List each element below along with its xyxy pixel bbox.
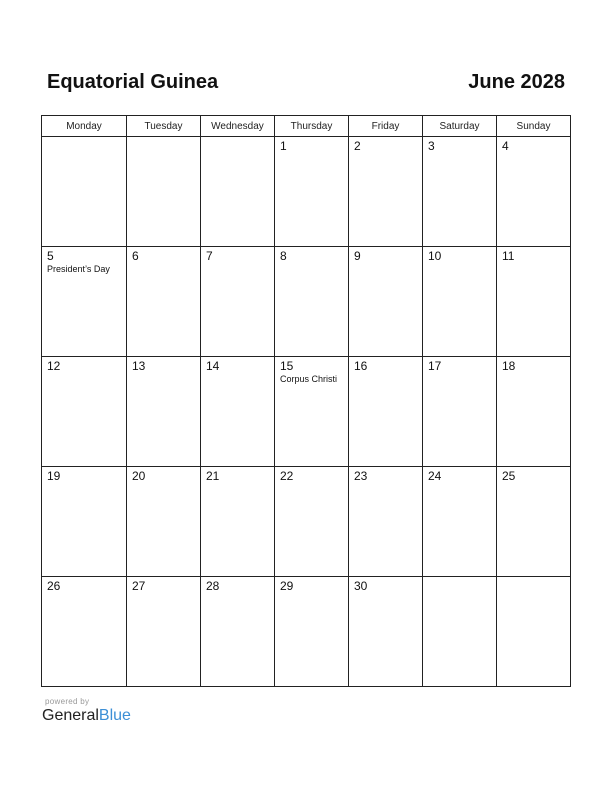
day-cell [423,247,497,357]
day-cell [275,357,349,467]
day-number [42,137,126,140]
brand-general-text: General [42,707,99,724]
day-number [497,577,570,580]
weekday-header: Sunday [497,116,571,137]
day-cell [42,467,127,577]
day-number: 14 [206,359,220,373]
day-number: 24 [428,469,442,483]
day-number: 2 [354,139,361,153]
weekday-header: Monday [42,116,127,137]
day-cell [201,467,275,577]
day-number: 4 [502,139,509,153]
day-cell [423,467,497,577]
day-number: 18 [502,359,516,373]
day-number: 1 [280,139,287,153]
day-cell [349,137,423,247]
week-row [42,467,571,577]
day-cell [127,577,201,687]
day-cell [42,137,127,247]
day-number: 8 [280,249,287,263]
weekday-header: Thursday [275,116,349,137]
day-number [201,137,274,140]
day-number: 19 [47,469,61,483]
brand-blue-text: Blue [98,707,131,724]
calendar-grid [41,115,571,687]
day-cell [349,467,423,577]
day-cell [201,247,275,357]
day-number: 20 [132,469,146,483]
weekday-header: Wednesday [201,116,275,137]
day-number: 3 [428,139,435,153]
weekday-header: Friday [349,116,423,137]
day-cell [423,137,497,247]
weekday-header-row [42,116,571,137]
week-row [42,247,571,357]
day-number: 27 [132,579,146,593]
week-row [42,577,571,687]
day-number: 5 [47,249,54,263]
day-cell [127,137,201,247]
day-number: 6 [132,249,139,263]
day-cell [497,247,571,357]
day-cell [201,577,275,687]
day-cell [275,577,349,687]
day-number: 16 [354,359,368,373]
day-cell [497,467,571,577]
week-row [42,357,571,467]
weekday-header: Saturday [423,116,497,137]
day-number: 29 [280,579,294,593]
day-cell [42,357,127,467]
holiday-label: President’s Day [47,264,110,274]
day-cell [275,247,349,357]
day-number: 26 [47,579,61,593]
day-number: 30 [354,579,368,593]
calendar-country-title: Equatorial Guinea [47,71,219,93]
day-number: 11 [502,249,515,263]
day-cell [349,577,423,687]
day-cell [275,137,349,247]
day-cell [201,137,275,247]
day-number: 15 [280,359,294,373]
day-cell [423,357,497,467]
day-cell [42,247,127,357]
day-number [423,577,496,580]
day-number: 28 [206,579,220,593]
day-cell [42,577,127,687]
day-cell [497,137,571,247]
day-number: 21 [206,469,220,483]
day-number: 9 [354,249,361,263]
powered-by-label: powered by [45,697,90,706]
day-cell [497,357,571,467]
day-number: 10 [428,249,442,263]
day-number: 17 [428,359,442,373]
generalblue-logo[interactable] [42,707,131,725]
weekday-header: Tuesday [127,116,201,137]
week-row [42,137,571,247]
day-number: 7 [206,249,213,263]
day-number: 23 [354,469,368,483]
day-cell [423,577,497,687]
day-cell [127,357,201,467]
day-number: 22 [280,469,294,483]
day-cell [349,357,423,467]
day-cell [275,467,349,577]
day-cell [201,357,275,467]
day-number: 25 [502,469,516,483]
holiday-label: Corpus Christi [280,374,338,384]
day-cell [127,467,201,577]
day-number: 12 [47,359,61,373]
day-number [127,137,200,140]
day-cell [349,247,423,357]
day-number: 13 [132,359,146,373]
day-cell [497,577,571,687]
day-cell [127,247,201,357]
calendar-month-title: June 2028 [468,71,565,93]
